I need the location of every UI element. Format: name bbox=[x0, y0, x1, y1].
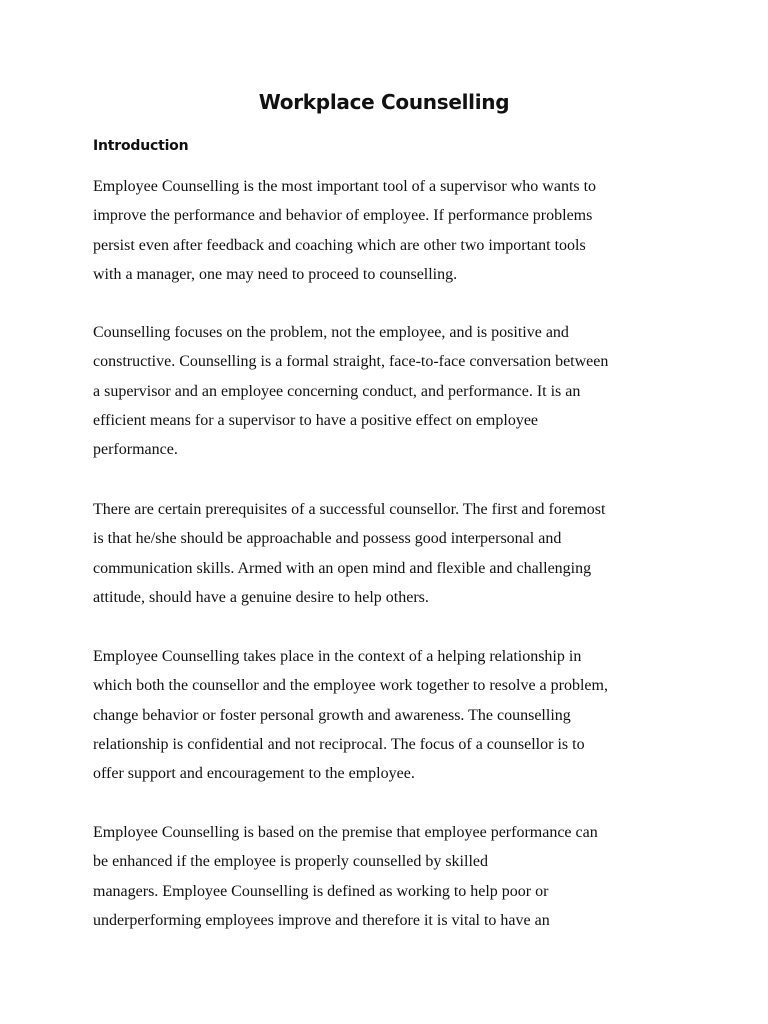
paragraph-line: Employee Counselling takes place in the context of a helping relationship in bbox=[93, 648, 582, 665]
paragraph-line: is that he/she should be approachable and possess good interpersonal and bbox=[93, 530, 562, 548]
paragraph-1 bbox=[93, 172, 693, 289]
paragraph-2 bbox=[93, 318, 693, 464]
paragraph-line: offer support and encouragement to the employee. bbox=[93, 765, 415, 783]
paragraph-line: Employee Counselling is based on the premise that employee performance can bbox=[93, 824, 598, 841]
paragraph-line: change behavior or foster personal growth and awareness. The counselling bbox=[93, 706, 571, 724]
paragraph-line: managers. Employee Counselling is defined as working to help poor or bbox=[93, 882, 549, 900]
paragraph-line: Employee Counselling is the most important tool of a supervisor who wants to bbox=[93, 178, 597, 195]
paragraph-4 bbox=[93, 642, 693, 788]
paragraph-line: efficient means for a supervisor to have a positive effect on employee bbox=[93, 411, 539, 429]
paragraph-line: underperforming employees improve and therefore it is vital to have an bbox=[93, 911, 550, 929]
paragraph-line: with a manager, one may need to proceed to counselling. bbox=[93, 265, 458, 283]
paragraph-line: communication skills. Armed with an open mind and flexible and challenging bbox=[93, 559, 592, 577]
paragraph-line: improve the performance and behavior of employee. If performance problems bbox=[93, 207, 593, 225]
section-heading: Introduction bbox=[93, 138, 189, 154]
paragraph-line: performance. bbox=[93, 441, 178, 459]
paragraph-line: relationship is confidential and not reciprocal. The focus of a counsellor is to bbox=[93, 735, 585, 753]
paragraph-line: a supervisor and an employee concerning conduct, and performance. It is an bbox=[93, 382, 581, 400]
paragraph-line: be enhanced if the employee is properly counselled by skilled bbox=[93, 853, 488, 871]
paragraph-line: There are certain prerequisites of a successful counsellor. The first and foremost bbox=[93, 501, 606, 518]
document-title: Workplace Counselling bbox=[258, 90, 510, 114]
paragraph-line: Counselling focuses on the problem, not the employee, and is positive and bbox=[93, 324, 569, 341]
paragraph-5 bbox=[93, 818, 693, 935]
paragraph-line: persist even after feedback and coaching which are other two important tools bbox=[93, 236, 586, 254]
paragraph-3 bbox=[93, 495, 693, 612]
paragraph-line: which both the counsellor and the employee work together to resolve a problem, bbox=[93, 677, 608, 695]
paragraph-line: constructive. Counselling is a formal straight, face-to-face conversation between bbox=[93, 353, 609, 371]
paragraph-line: attitude, should have a genuine desire to help others. bbox=[93, 588, 429, 606]
